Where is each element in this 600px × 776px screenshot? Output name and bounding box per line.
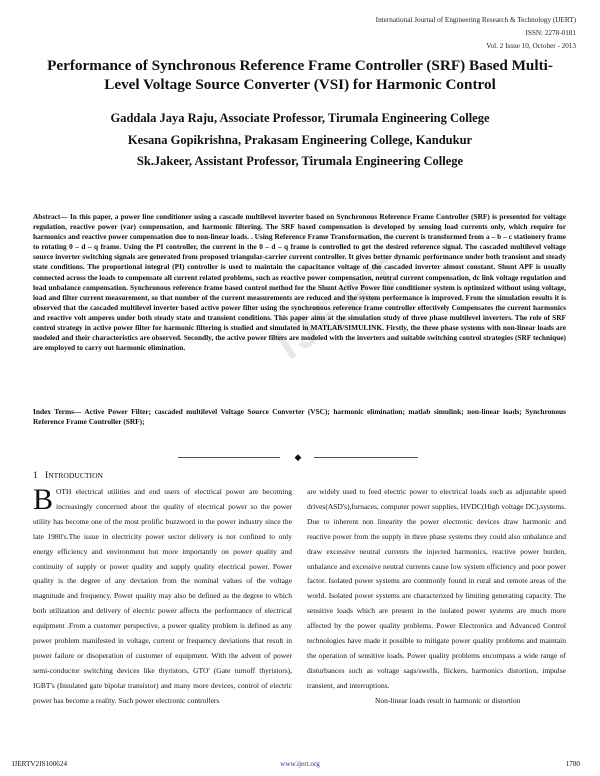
author-3: Sk.Jakeer, Assistant Professor, Tirumala Engineering College — [136, 154, 464, 168]
section-title-rest: NTRODUCTION — [48, 471, 104, 480]
paper-title: Performance of Synchronous Reference Frame Controller (SRF) Based Multi-Level Voltage Source Converter (VSI) for Harmonic Control — [47, 57, 553, 93]
section-title-initial: I — [45, 470, 49, 481]
footer-paper-id: IJERTV2IS100624 — [12, 760, 68, 768]
index-terms: Index Terms— Active Power Filter; cascaded multilevel Voltage Source Converter (VSC); harmonic elimination; matlab simulink; non-linear loads; Synchronous Reference Frame Controller (SRF); — [33, 407, 566, 427]
issn: ISSN: 2278-0181 — [525, 29, 576, 37]
body-column-right — [307, 485, 566, 709]
abstract: Abstract— In this paper, a power line conditioner using a cascade multilevel inverter based on Synchronous Reference Frame Controller (SRF) is presented for voltage regulation, reactive power (var) compensation, and harmonic filtering. The SRF based compensation is developed by sensing load currents only, which require for harmonics and reactive power compensation due to non-linear loads. . Using Reference Frame Transformation, the current is transformed from a – b – c stationery frame to rotating 0 – d – q frame. Using the PI controller, the current in the 0 – d – q frame is controlled to get the desired reference signal. The cascaded multilevel voltage source inverter switching signals are generated from proposed triangular-carrier current controller. It gives better dynamic performance under both transient and steady state conditions. The proportional integral (PI) controller is used to maintain the capacitance voltage of the cascaded inverter almost constant. Shunt APF is usually connected across the loads to compensate all current related problems, such as reactive power compensation, neutral current compensation, dc link voltage regulation and load unbalance compensation. Synchronous reference frame based control method for the Shunt Active Power line conditioner system is optimized without using voltage, load and filter current measurement, so that number of the current measurements are reduced and the system performance is improved. From the simulation results it is observed that the cascaded multilevel inverter based active power filter using the synchronous reference frame controller effectively Compensates the current harmonics and reactive volt amperes under both steady state and transient conditions. This paper aims at the simulation study of three phase multilevel inverters. The role of SRF control strategy in active power filter for harmonic filtering is studied and simulated in MATLAB/SIMULINK. Firstly, the three phase systems with non-linear loads are modeled and their characteristics are observed. Secondly, the active power filters are modeled with the inverters and suitable switching control strategies (SRF technique) are employed to carry out harmonic elimination. — [33, 212, 566, 353]
footer-page-number: 1780 — [565, 760, 580, 768]
section-number: 1 — [33, 470, 38, 481]
watermark: IJERT — [266, 246, 414, 370]
body-right-text: are widely used to feed electric power to electrical loads such as adjustable speed drives(ASD's),furnaces, computer power supplies, HVDC(High voltage DC),systems. Due to inherent non linearity the power electronic devices draw harmonic and reactive power from the supply in three phase systems they could also unbalance and draw excessive neutral currents the injected harmonics, reactive power burden, unbalance and excessive neutral currents cause low system efficiency and poor power factor. Isolated power systems are commonly found in rural and remote areas of the world. Isolated power systems are characterized by limiting generating capacity. The sensitive loads which are present in the isolated power systems are much more affected by the power quality problems. Power Electronics and Advanced Control technologies have made it possible to mitigate power quality problems and maintain the operation of sensitive loads. Power quality problems encompass a wide range of disturbances such as voltage sags/swells, flickers, harmonics distortion, impulse transient, and interruptions. — [307, 487, 566, 690]
section-heading — [33, 470, 103, 482]
separator-line-left — [178, 457, 280, 458]
drop-cap: B — [33, 483, 54, 516]
separator-line-right — [314, 457, 418, 458]
author-1: Gaddala Jaya Raju, Associate Professor, Tirumala Engineering College — [110, 111, 490, 125]
body-right-last: Non-linear loads result in harmonic or distortion — [375, 695, 521, 705]
author-2: Kesana Gopikrishna, Prakasam Engineering College, Kandukur — [127, 133, 473, 147]
diamond-icon: ◆ — [294, 452, 302, 462]
body-left-text: OTH electrical utilities and end users of electrical power are becoming increasingly concerned about the quality of electrical power so the power utility has become one of the most prolific buzzword in the power industry since the late 1980's.The issue in electricity power sector delivery is not confined to only energy efficiency and environment but more importantly on power quality and continuity of supply or power quality and supply quality electrical power. Power quality is the degree of any deviation from the nominal values of the voltage magnitude and frequency. Power quality may also be defined as the degree to which both utilization and delivery of electric power affects the performance of electrical equipment .From a customer perspective, a power quality problem is defined as any power problem manifested in voltage, current or frequency deviations that result in power failure or disoperation of customer of equipment. With the advent of power semi-conductor switching devices like thyristors, GTO' (Gate turnoff thyristors), IGBT's (Insulated gate bipolar transistor) and many more devices, control of electric power has become a reality. Such power electronic controllers — [33, 487, 292, 705]
section-separator — [0, 452, 600, 462]
footer-url-link[interactable]: www.ijert.org — [280, 760, 320, 768]
journal-name: International Journal of Engineering Research & Technology (IJERT) — [375, 16, 576, 24]
volume-issue: Vol. 2 Issue 10, October - 2013 — [486, 42, 576, 50]
body-column-left — [33, 485, 292, 709]
